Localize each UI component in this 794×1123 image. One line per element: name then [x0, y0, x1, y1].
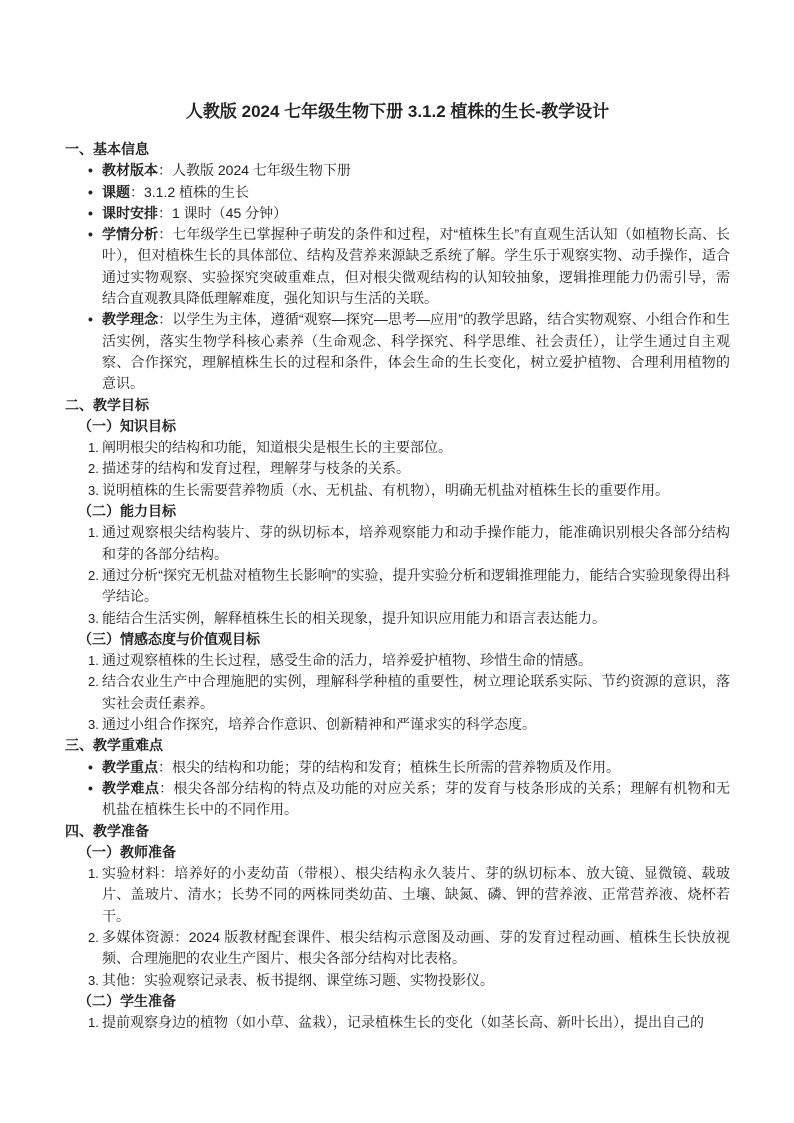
list-item-body — [102, 182, 730, 203]
list-item — [65, 309, 730, 394]
list-item-body — [102, 224, 730, 309]
section-key-points — [65, 735, 730, 820]
item-label: 教学难点 — [102, 779, 160, 796]
section-heading: 二、教学目标 — [65, 396, 149, 413]
item-text: 能结合生活实例，解释植株生长的相关现象，提升知识应用能力和语言表达能力。 — [102, 609, 606, 626]
item-text: 通过观察植株的生长过程，感受生命的活力，培养爱护植物、珍惜生命的情感。 — [102, 652, 592, 669]
list-item — [65, 480, 730, 501]
item-number: 3. — [88, 482, 99, 498]
list-item-body — [102, 757, 730, 778]
subsection-heading: （二）学生准备 — [78, 992, 176, 1009]
item-text: ：以学生为主体，遵循“观察—探究—思考—应用”的教学思路，结合实物观察、小组合作和生活实例，落实生物学科核心素养（生命观念、科学探究、科学思维、社会责任），让学生通过自主观察、合作探究，理解植株生长的过程和条件，体会生命的生长变化，树立爱护植物、合理利用植物的意识。 — [102, 311, 731, 392]
item-text: 其他：实验观察记录表、板书提纲、课堂练习题、实物投影仪。 — [102, 971, 494, 988]
subsection-heading: （二）能力目标 — [78, 503, 176, 520]
bullet-icon: • — [88, 204, 93, 221]
list-item — [65, 565, 730, 608]
item-text: ：3.1.2 植株的生长 — [130, 183, 250, 200]
item-text: 通过分析“探究无机盐对植物生长影响”的实验，提升实验分析和逻辑推理能力，能结合实验现象得出科学结论。 — [102, 566, 730, 605]
item-number: 2. — [88, 929, 99, 945]
bullet-icon: • — [88, 311, 93, 328]
item-text: ：根尖各部分结构的特点及功能的对应关系；芽的发育与枝条形成的关系；理解有机物和无机盐在植株生长中的不同作用。 — [102, 779, 731, 818]
item-text: ：人教版 2024 七年级生物下册 — [158, 162, 351, 179]
subsection-heading: （一）教师准备 — [78, 843, 176, 860]
list-item — [65, 160, 730, 181]
item-label: 教学重点 — [102, 758, 158, 775]
item-number: 2. — [88, 674, 99, 690]
item-number: 3. — [88, 610, 99, 626]
list-item — [65, 203, 730, 224]
section-basic-info — [65, 139, 730, 395]
list-item — [65, 458, 730, 479]
document-title: 人教版 2024 七年级生物下册 3.1.2 植株的生长-教学设计 — [185, 102, 610, 121]
item-label: 课时安排 — [102, 204, 158, 221]
bullet-icon: • — [88, 226, 93, 243]
list-item — [65, 714, 730, 735]
section-teaching-goals — [65, 395, 730, 736]
list-item-body — [102, 778, 730, 821]
list-item-body — [102, 203, 730, 224]
list-item — [65, 970, 730, 991]
item-text: 提前观察身边的植物（如小草、盆栽），记录植株生长的变化（如茎长高、新叶长出），提出自己的 — [102, 1014, 704, 1031]
subsection-heading: （一）知识目标 — [78, 417, 176, 434]
list-item — [65, 224, 730, 309]
item-number: 1. — [88, 440, 99, 456]
list-item — [65, 608, 730, 629]
item-text: 多媒体资源：2024 版教材配套课件、根尖结构示意图及动画、芽的发育过程动画、植株生长快放视频、合理施肥的农业生产图片、根尖各部分结构对比表格。 — [102, 928, 730, 967]
item-text: 通过观察根尖结构装片、芽的纵切标本，培养观察能力和动手操作能力，能准确识别根尖各部分结构和芽的各部分结构。 — [102, 524, 730, 562]
item-number: 1. — [88, 525, 99, 541]
list-item — [65, 522, 730, 565]
list-item — [65, 778, 730, 821]
list-item-body — [102, 309, 730, 394]
item-label: 学情分析 — [102, 226, 159, 243]
section-preparation — [65, 821, 730, 1034]
item-number: 1. — [88, 653, 99, 669]
item-number: 2. — [88, 567, 99, 583]
list-item — [65, 1012, 730, 1033]
item-number: 2. — [88, 461, 99, 477]
item-number: 1. — [88, 1015, 99, 1031]
item-text: ：七年级学生已掌握种子萌发的条件和过程，对“植株生长”有直观生活认知（如植物长高、长叶），但对植株生长的具体部位、结构及营养来源缺乏系统了解。学生乐于观察实物、动手操作，适合通过实物观察、实验探究突破重难点，但对根尖微观结构的认知较抽象，逻辑推理能力仍需引导，需结合直观教具降低理解难度，强化知识与生活的关联。 — [102, 226, 731, 307]
item-text: 阐明根尖的结构和功能，知道根尖是根生长的主要部位。 — [102, 439, 452, 456]
section-heading: 一、基本信息 — [65, 141, 149, 157]
item-number: 1. — [88, 866, 99, 882]
list-item-body — [102, 160, 730, 181]
list-item — [65, 671, 730, 714]
item-label: 教材版本 — [102, 162, 158, 179]
list-item — [65, 182, 730, 203]
item-text: 描述芽的结构和发育过程，理解芽与枝条的关系。 — [102, 460, 410, 477]
item-text: 实验材料：培养好的小麦幼苗（带根）、根尖结构永久装片、芽的纵切标本、放大镜、显微镜、载玻片、盖玻片、清水；长势不同的两株同类幼苗、土壤、缺氮、磷、钾的营养液、正常营养液、烧杯若干。 — [102, 865, 730, 924]
list-item — [65, 927, 730, 970]
list-item — [65, 437, 730, 458]
item-text: 结合农业生产中合理施肥的实例，理解科学种植的重要性，树立理论联系实际、节约资源的意识，落实社会责任素养。 — [102, 673, 730, 711]
section-heading: 四、教学准备 — [65, 822, 149, 839]
item-text: ：根尖的结构和功能；芽的结构和发育；植株生长所需的营养物质及作用。 — [158, 758, 620, 775]
bullet-icon: • — [88, 183, 93, 200]
bullet-icon: • — [88, 162, 93, 179]
item-text: ：1 课时（45 分钟） — [158, 204, 288, 221]
section-heading: 三、教学重难点 — [65, 737, 163, 754]
item-label: 教学理念 — [102, 311, 159, 328]
item-number: 3. — [88, 972, 99, 988]
subsection-heading: （三）情感态度与价值观目标 — [78, 630, 260, 647]
item-text: 通过小组合作探究，培养合作意识、创新精神和严谨求实的科学态度。 — [102, 716, 536, 733]
list-item — [65, 863, 730, 927]
bullet-icon: • — [88, 758, 93, 775]
item-number: 3. — [88, 717, 99, 733]
item-text: 说明植株的生长需要营养物质（水、无机盐、有机物），明确无机盐对植株生长的重要作用。 — [102, 481, 669, 498]
bullet-icon: • — [88, 779, 93, 796]
list-item — [65, 757, 730, 778]
list-item — [65, 650, 730, 671]
item-label: 课题 — [102, 183, 130, 200]
